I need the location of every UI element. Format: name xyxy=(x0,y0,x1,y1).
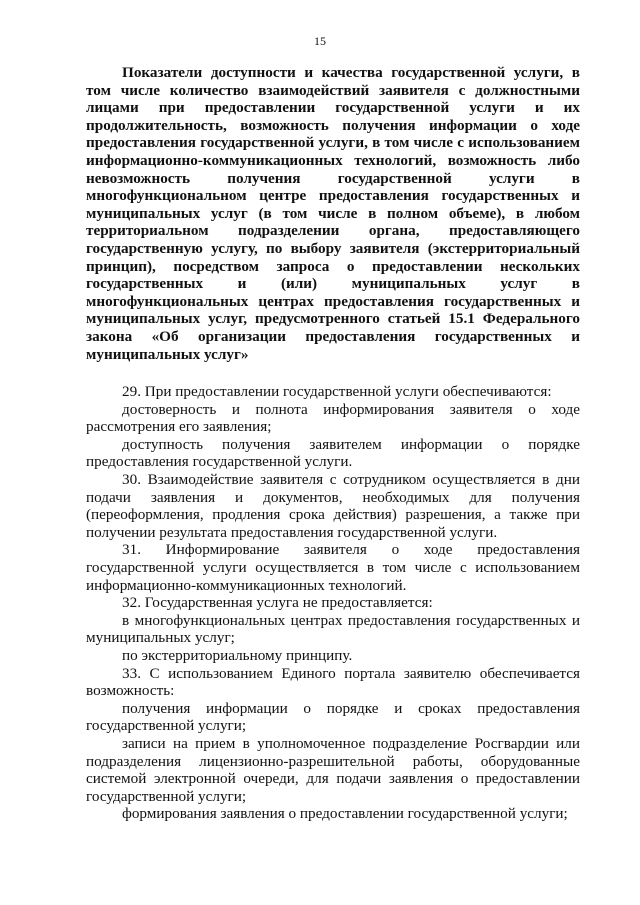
section-heading: Показатели доступности и качества государственной услуги, в том числе количество взаимодействий заявителя с должностными лицами при предоставлении государственной услуги и их продолжительность, возможность получения информации о ходе предоставления государственной услуги, в том числе с использованием информационно-коммуникационных технологий, возможность либо невозможность получения государственной услуги в многофункциональном центре предоставления государственных и муниципальных услуг (в том числе в полном объеме), в любом территориальном подразделении органа, предоставляющего государственную услугу, по выбору заявителя (экстерриториальный принцип), посредством запроса о предоставлении нескольких государственных и (или) муниципальных услуг в многофункциональных центрах предоставления государственных и муниципальных услуг, предусмотренного статьей 15.1 Федерального закона «Об организации предоставления государственных и муниципальных услуг» xyxy=(86,64,580,363)
paragraph-32-item-1: в многофункциональных центрах предоставления государственных и муниципальных услуг; xyxy=(86,611,580,647)
paragraph-32: 32. Государственная услуга не предоставляется: xyxy=(122,594,433,612)
page-number: 15 xyxy=(314,34,326,48)
paragraph-29: 29. При предоставлении государственной услуги обеспечиваются: xyxy=(122,383,552,401)
paragraph-33-item-3: формирования заявления о предоставлении государственной услуги; xyxy=(122,805,568,823)
paragraph-29-item-2: доступность получения заявителем информации о порядке предоставления государственной услуги. xyxy=(86,435,580,471)
paragraph-33-item-2: записи на прием в уполномоченное подразделение Росгвардии или подразделения лицензионно-разрешительной работы, оборудованные системой электронной очереди, для подачи заявления о предоставлении государственной услуги; xyxy=(86,734,580,805)
paragraph-31: 31. Информирование заявителя о ходе предоставления государственной услуги осуществляется в том числе с использованием информационно-коммуникационных технологий. xyxy=(86,541,580,594)
paragraph-32-item-2: по экстерриториальному принципу. xyxy=(122,647,353,664)
paragraph-29-item-1: достоверность и полнота информирования заявителя о ходе рассмотрения его заявления; xyxy=(86,400,580,436)
document-body xyxy=(86,64,580,823)
paragraph-30: 30. Взаимодействие заявителя с сотрудником осуществляется в дни подачи заявления и документов, необходимых для получения (переоформления, продления срока действия) разрешения, а также при получении результата предоставления государственной услуги. xyxy=(86,471,580,541)
paragraph-33: 33. С использованием Единого портала заявителю обеспечивается возможность: xyxy=(86,664,580,700)
paragraph-33-item-1: получения информации о порядке и сроках предоставления государственной услуги; xyxy=(86,699,580,735)
